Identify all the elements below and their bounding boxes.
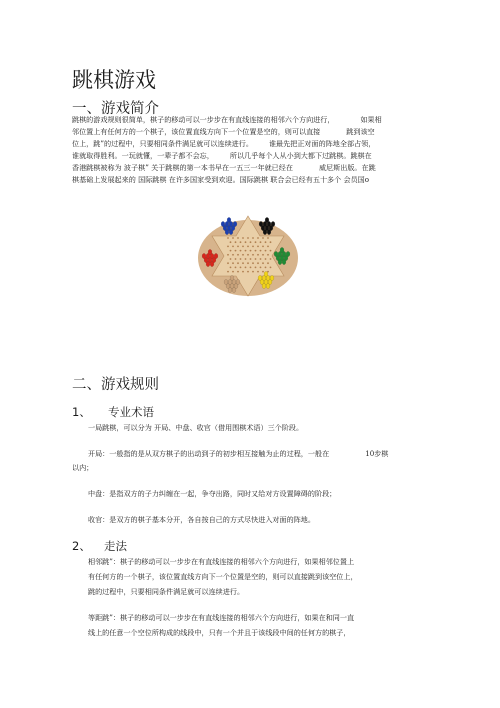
checker-peg [210,261,214,266]
terms-p2-text: 开局：一般指的是从双方棋子的出动到子的初步相互接触为止的过程，一般在 [88,449,330,458]
checker-peg [266,283,270,288]
board-hole [247,262,249,264]
checker-peg [221,221,225,226]
intro-line-4-tail: 所以几乎每个人从小到大都下过跳棋。跳棋在 [229,151,372,160]
board-hole [230,250,232,252]
checker-peg [286,251,290,256]
board-hole [260,258,262,260]
checker-peg [271,221,275,226]
board-hole [230,267,232,269]
board-hole [240,267,242,269]
chinese-checkers-board-image [192,208,305,298]
board-hole [252,262,254,264]
board-hole [232,262,234,264]
intro-line-1-tail: 如果相 [360,115,382,124]
board-hole [247,246,249,248]
board-hole [255,250,257,252]
intro-line-6 [72,174,369,186]
intro-line-1-text: 跳棋的游戏规则很简单，棋子的移动可以一步步在有直线连接的相邻六个方向进行， [72,115,335,124]
board-hole [255,267,257,269]
board-hole [250,241,252,243]
board-hole [240,250,242,252]
board-hole [262,262,264,264]
board-hole [247,254,249,256]
board-hole [240,241,242,243]
board-hole [242,254,244,256]
checker-peg [270,275,274,280]
board-hole [267,254,269,256]
checker-peg [267,229,271,234]
board-hole [260,241,262,243]
board-hole [270,250,272,252]
checker-peg [278,259,282,264]
checker-peg [227,217,231,222]
board-hole [227,237,229,239]
intro-line-3 [72,138,375,150]
board-hole [242,271,244,273]
board-hole [255,241,257,243]
board-hole [227,271,229,273]
board-hole [237,262,239,264]
board-hole [245,241,247,243]
board-hole [245,267,247,269]
board-hole [230,241,232,243]
subsection-title-moves: 走法 [104,539,127,553]
intro-line-5-tail: 威尼斯出版。在跳 [318,163,376,172]
subsection-title-terms: 专业术语 [108,405,154,419]
board-hole [257,246,259,248]
intro-line-2 [72,126,375,138]
board-hole [267,237,269,239]
intro-line-5-text: 香港跳棋被称为 波子棋” 关于跳棋的第一本书早在一五三一年就已经在 [72,163,293,172]
intro-line-2-tail: 跳到该空 [346,127,375,136]
intro-line-2-text: 邻位置上有任何方的一个棋子，该位置直线方向下一个位置是空的，则可以直接 [72,127,321,136]
board-hole [257,262,259,264]
checker-peg [206,261,210,266]
checker-peg [263,229,267,234]
section-heading-intro: 一、游戏简介 [72,101,159,117]
board-hole [255,258,257,260]
board-hole [232,246,234,248]
checker-peg [274,251,278,256]
intro-line-4 [72,150,372,162]
board-hole [235,258,237,260]
board-hole [237,246,239,248]
checker-peg [232,287,236,292]
board-hole [250,258,252,260]
board-hole [267,246,269,248]
board-hole [270,258,272,260]
checker-peg [280,247,284,252]
terms-paragraph-2-cont: 以内； [72,463,94,472]
board-hole [252,237,254,239]
checker-peg [202,253,206,258]
intro-line-3-text: 位上，跳”的过程中，只要相同条件满足就可以连续进行。 [72,139,253,148]
board-hole [270,267,272,269]
board-hole [250,267,252,269]
board-hole [227,254,229,256]
board-hole [262,254,264,256]
board-hole [252,271,254,273]
board-hole [265,267,267,269]
board-hole [235,250,237,252]
moves-line-3: 跳的过程中，只要相同条件满足就可以连续进行。 [88,587,245,596]
board-hole [265,258,267,260]
board-hole [237,254,239,256]
board-hole [242,262,244,264]
checker-peg [262,283,266,288]
board-hole [257,237,259,239]
subsection-number-1: 1、 [72,405,91,419]
board-hole [260,250,262,252]
document-title: 跳棋游戏 [72,68,156,92]
board-hole [252,246,254,248]
board-hole [230,258,232,260]
board-hole [247,237,249,239]
board-hole [260,267,262,269]
checker-peg [236,279,240,284]
board-hole [262,271,264,273]
checker-peg [264,271,268,276]
board-hole [232,237,234,239]
board-hole [232,254,234,256]
moves-line-4: 等距跳”：棋子的移动可以一步步在有直线连接的相邻六个方向进行，如果在和同一直 [88,613,355,622]
checker-peg [233,221,237,226]
terms-paragraph-4: 收官：是双方的棋子基本分开，各自按自己的方式尽快进入对面的阵地。 [88,515,315,524]
subsection-number-2: 2、 [72,539,91,553]
intro-line-5 [72,162,376,174]
board-hole [257,254,259,256]
board-hole [267,262,269,264]
checker-peg [230,275,234,280]
board-hole [242,246,244,248]
board-hole [265,241,267,243]
intro-line-1 [72,114,382,126]
checker-peg [225,229,229,234]
checker-peg [229,229,233,234]
intro-line-6-text: 棋基础上发展起来的 国际跳棋 在许多国家受到欢迎。国际跳棋 联合会已经有五十多个 会员国o [72,175,370,184]
board-hole [257,271,259,273]
checker-peg [282,259,286,264]
checker-peg [208,249,212,254]
board-hole [250,250,252,252]
board-hole [235,267,237,269]
terms-paragraph-2 [88,448,388,460]
checker-peg [258,275,262,280]
intro-line-4-text: 谁就取得胜利。一玩就懂，一辈子都不会忘， [72,151,214,160]
moves-line-1: 相邻跳”：棋子的移动可以一步步在有直线连接的相邻六个方向进行，如果相邻位置上 [88,557,355,566]
checker-peg [228,287,232,292]
board-hole [262,237,264,239]
moves-line-5: 线上的任意一个空位所构成的线段中，只有一个并且于该线段中间的任何方的棋子， [88,628,351,637]
terms-p2-tail: 10步棋 [365,449,389,458]
section-heading-rules: 二、游戏规则 [72,377,159,393]
board-hole [252,254,254,256]
moves-line-2: 有任何方的一个棋子，该位置直线方向下一个位置是空的，则可以直接跳到该空位上， [88,572,358,581]
board-hole [237,237,239,239]
board-hole [247,271,249,273]
board-hole [227,262,229,264]
board-hole [270,241,272,243]
terms-paragraph-1: 一局跳棋，可以分为 开局、中盘、收官（借用围棋术语）三个阶段。 [88,423,304,432]
terms-paragraph-3: 中盘：是指双方的子力纠缠在一起，争夺出路，同时又给对方设置障碍的阶段； [88,489,337,498]
board-hole [265,250,267,252]
board-hole [240,258,242,260]
board-hole [235,241,237,243]
intro-line-3-tail: 谁最先把正对面的阵地全部占领， [268,139,376,148]
checker-peg [224,279,228,284]
board-hole [242,237,244,239]
board-hole [237,271,239,273]
board-hole [262,246,264,248]
checker-peg [259,221,263,226]
board-hole [232,271,234,273]
checker-peg [265,217,269,222]
board-hole [245,258,247,260]
checker-peg [214,253,218,258]
board-hole [245,250,247,252]
board-hole [227,246,229,248]
